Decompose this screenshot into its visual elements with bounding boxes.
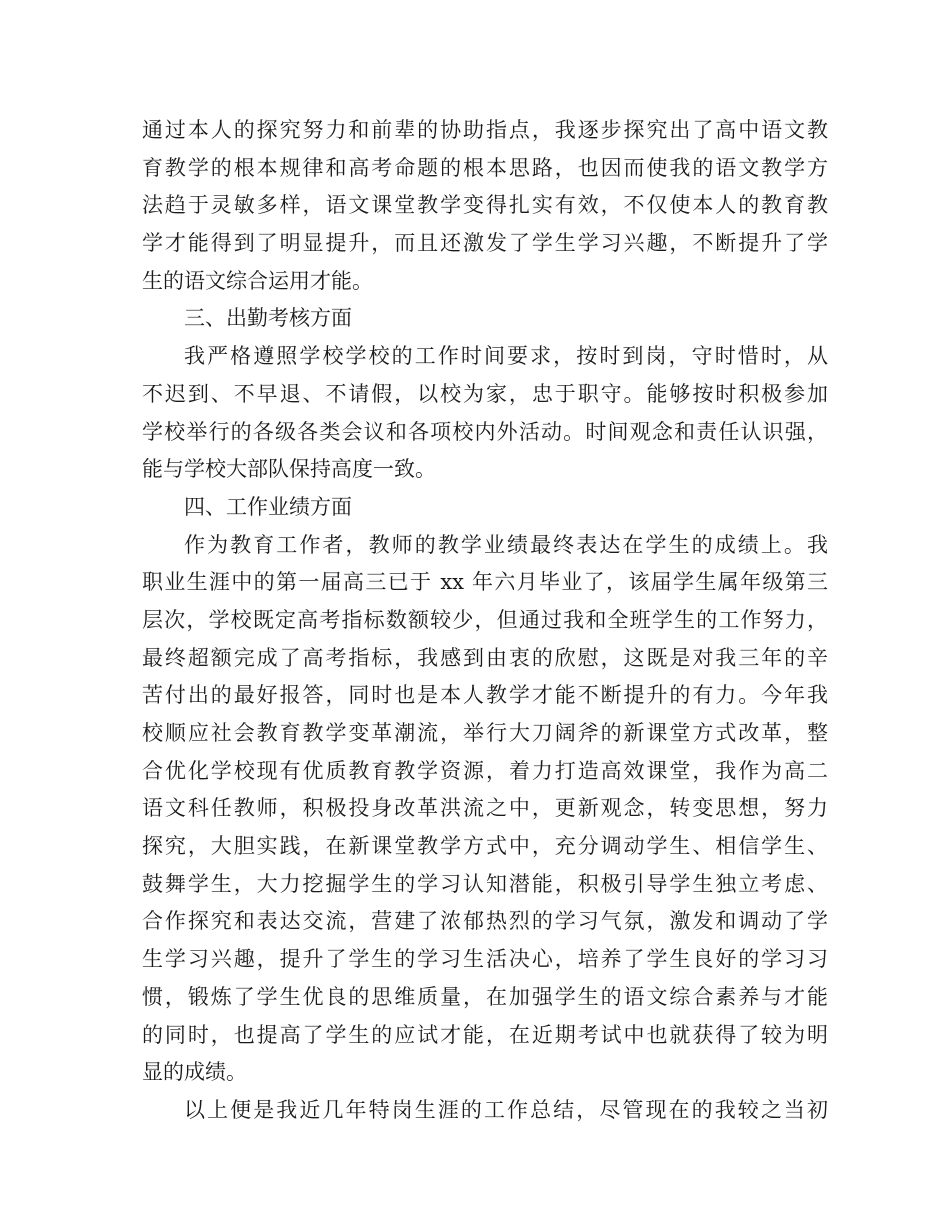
- text-line: 法趋于灵敏多样，语文课堂教学变得扎实有效，不仅使本人的教育教: [142, 193, 828, 218]
- text-line: 最终超额完成了高考指标，我感到由衷的欣慰，这既是对我三年的辛: [142, 645, 828, 670]
- text-line: 惯，锻炼了学生优良的思维质量，在加强学生的语文综合素养与才能: [142, 984, 828, 1009]
- text-line: 语文科任教师，积极投身改革洪流之中，更新观念，转变思想，努力: [142, 796, 828, 821]
- text-line: 学才能得到了明显提升，而且还激发了学生学习兴趣，不断提升了学: [142, 231, 828, 256]
- text-line: 显的成绩。: [142, 1060, 247, 1085]
- text-line: 学校举行的各级各类会议和各项校内外活动。时间观念和责任认识强，: [142, 419, 828, 444]
- text-line: 校顺应社会教育教学变革潮流，举行大刀阔斧的新课堂方式改革，整: [142, 721, 828, 745]
- text-line: 不迟到、不早退、不请假，以校为家，忠于职守。能够按时积极参加: [142, 381, 828, 406]
- text-line: 育教学的根本规律和高考命题的根本思路，也因而使我的语文教学方: [142, 155, 828, 180]
- text-line: 通过本人的探究努力和前辈的协助指点，我逐步探究出了高中语文教: [142, 118, 828, 142]
- section-heading-performance: 四、工作业绩方面: [184, 494, 352, 519]
- text-line: 我严格遵照学校学校的工作时间要求，按时到岗，守时惜时，从: [184, 344, 828, 369]
- text-line: 能与学校大部队保持高度一致。: [142, 457, 436, 482]
- text-line: 苦付出的最好报答，同时也是本人教学才能不断提升的有力。今年我: [142, 683, 828, 708]
- text-line: 生的语文综合运用才能。: [142, 268, 373, 293]
- text-line: 生学习兴趣，提升了学生的学习生活决心，培养了学生良好的学习习: [142, 947, 828, 972]
- text-line: 鼓舞学生，大力挖掘学生的学习认知潜能，积极引导学生独立考虑、: [142, 871, 828, 896]
- text-line: 的同时，也提高了学生的应试才能，在近期考试中也就获得了较为明: [142, 1022, 828, 1047]
- document-body: [142, 112, 828, 1130]
- text-line: 职业生涯中的第一届高三已于 xx 年六月毕业了，该届学生属年级第三: [142, 570, 828, 595]
- text-line: 作为教育工作者，教师的教学业绩最终表达在学生的成绩上。我: [184, 532, 828, 557]
- section-heading-attendance: 三、出勤考核方面: [184, 306, 352, 331]
- text-line: 层次，学校既定高考指标数额较少，但通过我和全班学生的工作努力，: [142, 607, 828, 632]
- text-line: 以上便是我近几年特岗生涯的工作总结，尽管现在的我较之当初: [184, 1097, 828, 1122]
- text-line: 探究，大胆实践，在新课堂教学方式中，充分调动学生、相信学生、: [142, 834, 828, 859]
- text-line: 合优化学校现有优质教育教学资源，着力打造高效课堂，我作为高二: [142, 758, 828, 783]
- text-line: 合作探究和表达交流，营建了浓郁热烈的学习气氛，激发和调动了学: [142, 909, 828, 934]
